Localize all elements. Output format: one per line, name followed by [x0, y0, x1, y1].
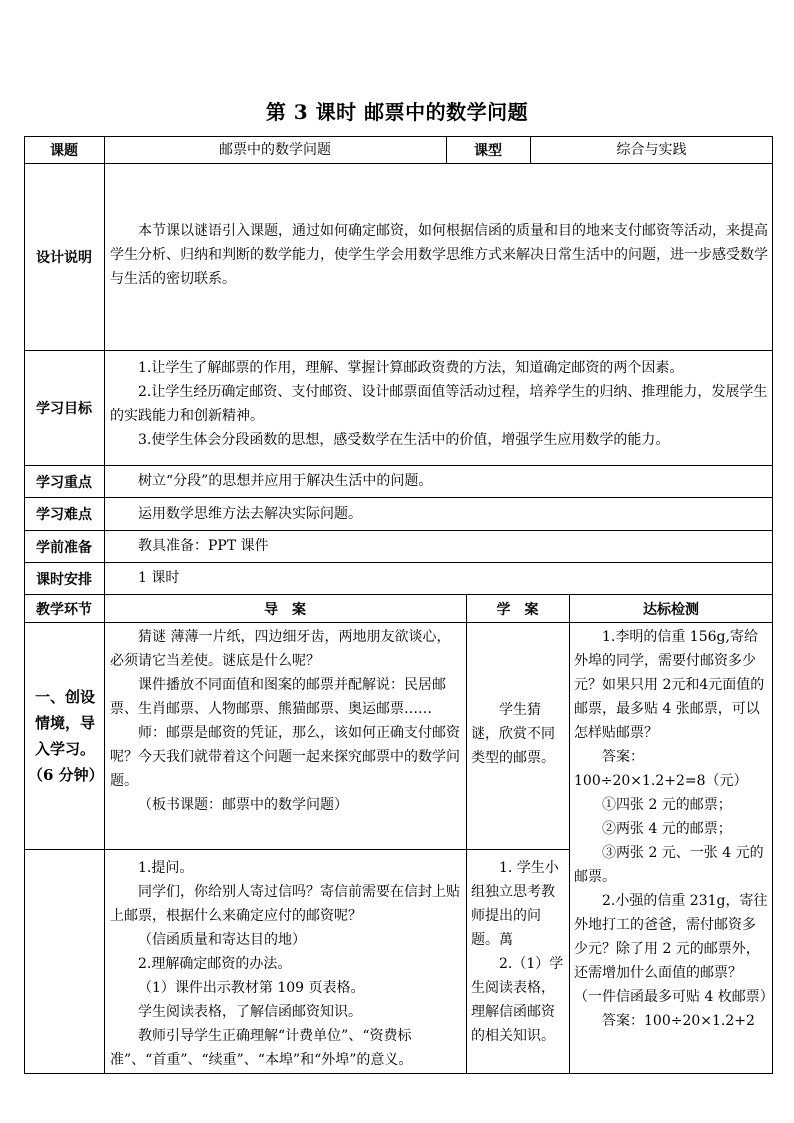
check-column-header: 达标检测 — [643, 601, 699, 618]
guide-paragraph: （板书课题：邮票中的数学问题） — [138, 797, 348, 813]
check-item: ②两张 4 元的邮票； — [602, 821, 732, 837]
guide-paragraph: 学生阅读表格，了解信函邮资知识。 — [138, 1004, 362, 1020]
topic-value: 邮票中的数学问题 — [219, 142, 331, 158]
stage2-guide — [110, 856, 462, 1072]
preparation-text: 教具准备：PPT 课件 — [138, 538, 269, 554]
difficulty-text: 运用数学思维方法去解决实际问题。 — [138, 506, 362, 522]
page-title: 第 3 课时 邮票中的数学问题 — [265, 100, 529, 124]
stage1-guide — [110, 625, 462, 817]
design-paragraph: 本节课以谜语引入课题，通过如何确定邮资，如何根据信函的质量和目的地来支付邮资等活动，来提高学生分析、归纳和判断的数学能力，使学生学会用数学思维方式来解决日常生活中的问题，进一步感受数学与生活的密切联系。 — [110, 223, 768, 287]
guide-paragraph: 2.理解确定邮资的办法。 — [138, 956, 292, 972]
design-label: 设计说明 — [36, 250, 92, 266]
preparation-label: 学前准备 — [36, 539, 92, 556]
guide-paragraph: 1.提问。 — [138, 860, 194, 876]
guide-paragraph: 猜谜 薄薄一片纸，四边细牙齿，两地朋友欲谈心，必须请它当差使。谜底是什么呢？ — [110, 629, 451, 669]
check-column — [574, 625, 774, 1033]
type-value: 综合与实践 — [616, 142, 687, 158]
stage1-name — [28, 623, 102, 849]
guide-paragraph: 教师引导学生正确理解“计费单位”、“资费标准”、“首重”、“续重”、“本埠”和“外埠”的意义。 — [110, 1028, 413, 1068]
goal-item: 1.让学生了解邮票的作用，理解、掌握计算邮政资费的方法，知道确定邮资的两个因素。 — [138, 360, 684, 376]
schedule-text: 1 课时 — [138, 570, 180, 586]
design-text — [110, 219, 768, 291]
goals-list — [110, 356, 768, 452]
guide-column-header: 导 案 — [264, 601, 306, 618]
difficulty-label: 学习难点 — [36, 507, 92, 523]
key-point-label: 学习重点 — [36, 474, 92, 491]
topic-label: 课题 — [50, 143, 78, 159]
goals-label: 学习目标 — [36, 401, 92, 417]
study-column-header: 学 案 — [496, 601, 539, 618]
check-item: ①四张 2 元的邮票； — [602, 797, 732, 813]
study-paragraph: 2.（1）学生阅读表格，理解信函邮资的相关知识。 — [471, 956, 564, 1044]
goal-item: 3.使学生体会分段函数的思想，感受数学在生活中的价值，增强学生应用数学的能力。 — [138, 432, 670, 448]
key-point-text: 树立“分段”的思想并应用于解决生活中的问题。 — [138, 473, 433, 489]
stage1-name-text: 一、创设情境，导入学习。（6 分钟） — [28, 688, 104, 784]
guide-paragraph: 课件播放不同面值和图案的邮票并配解说：民居邮票、生肖邮票、人物邮票、熊猫邮票、奥运邮票…… — [110, 677, 446, 717]
study-paragraph: 学生猜谜，欣赏不同类型的邮票。 — [471, 702, 555, 766]
check-item: 2.小强的信重 231g，寄往外地打工的爸爸，需付邮资多少元？除了用 2 元的邮票外，还需增加什么面值的邮票？（一件信函最多可贴 4 枚邮票） — [574, 893, 774, 1005]
check-item: ③两张 2 元、一张 4 元的邮票。 — [574, 845, 764, 885]
study-paragraph: 1. 学生小组独立思考教师提出的问题。萬 — [471, 860, 559, 948]
guide-paragraph: 师：邮票是邮资的凭证，那么，该如何正确支付邮资呢？今天我们就带着这个问题一起来探究邮票中的数学问题。 — [110, 725, 460, 789]
check-item: 答案：100÷20×1.2+2 — [602, 1013, 755, 1029]
stage2-study — [471, 856, 565, 1048]
check-item: 答案：100÷20×1.2+2=8（元） — [574, 749, 748, 789]
guide-paragraph: 同学们，你给别人寄过信吗？寄信前需要在信封上贴上邮票，根据什么来确定应付的邮资呢？ — [110, 884, 460, 924]
stage1-study — [471, 698, 565, 770]
schedule-label: 课时安排 — [36, 571, 92, 588]
goal-item: 2.让学生经历确定邮资、支付邮资、设计邮票面值等活动过程，培养学生的归纳、推理能力，发展学生的实践能力和创新精神。 — [110, 384, 768, 424]
guide-paragraph: （信函质量和寄达目的地） — [138, 932, 306, 948]
guide-paragraph: （1）课件出示教材第 109 页表格。 — [138, 980, 365, 996]
type-label: 课型 — [474, 143, 502, 159]
stage-column-header: 教学环节 — [36, 601, 92, 618]
check-item: 1.李明的信重 156g,寄给外埠的同学，需要付邮资多少元？如果只用 2元和4元面值的邮票，最多贴 4 张邮票，可以怎样贴邮票？ — [574, 629, 765, 741]
